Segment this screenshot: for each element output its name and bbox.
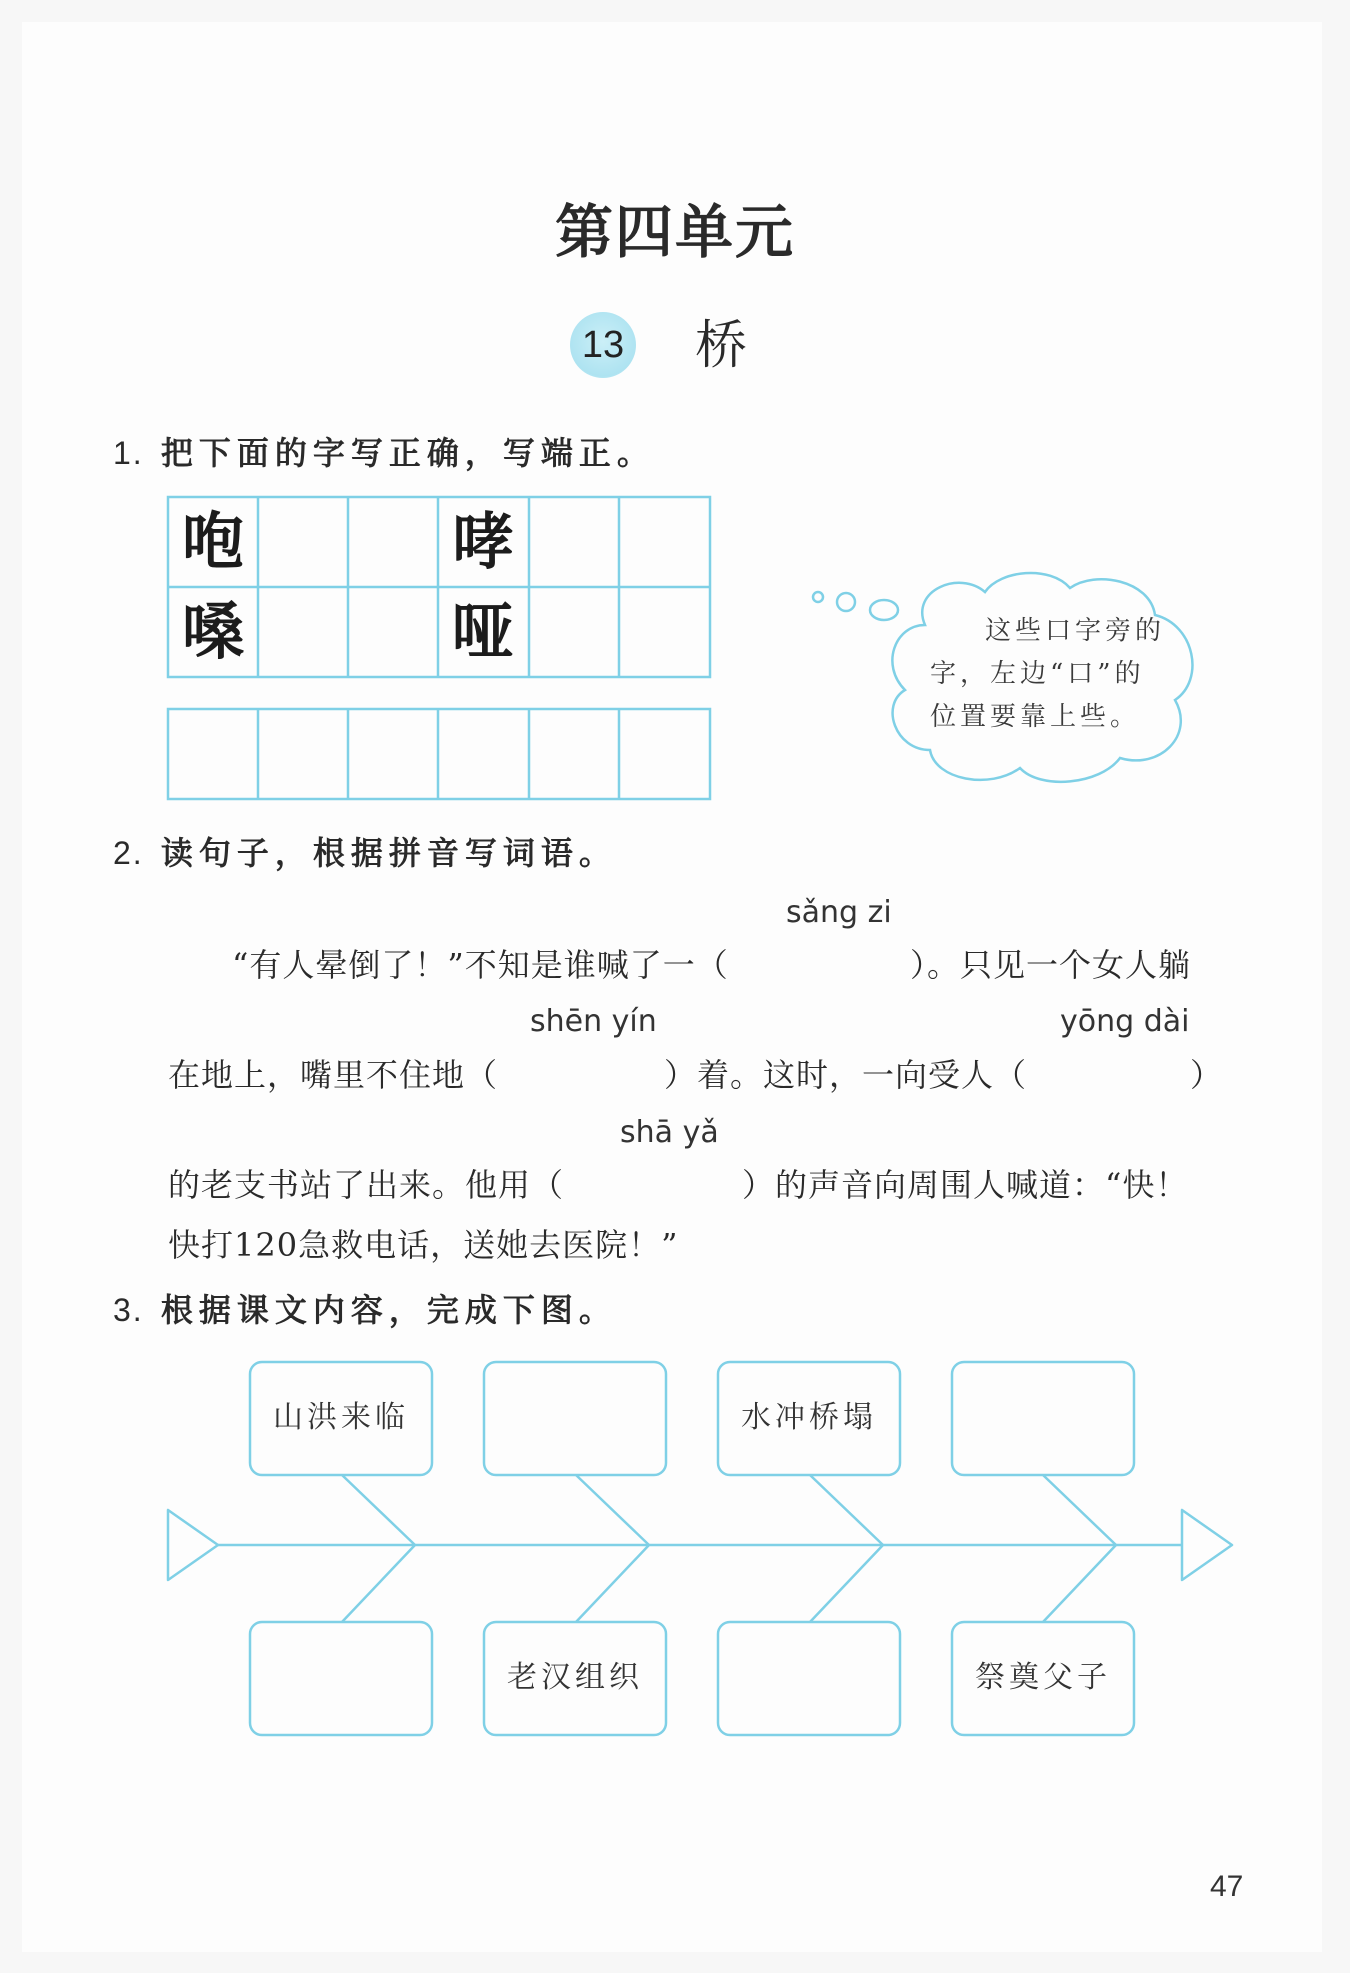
- grid-char-pao: 咆: [181, 505, 244, 578]
- bubble-line-2: 字，左边“口”的: [930, 659, 1145, 689]
- unit-title: 第四单元: [554, 198, 795, 266]
- question-2-number: 2.: [113, 835, 144, 871]
- bubble-line-1: 这些口字旁的: [985, 616, 1166, 646]
- sentence-line-1a: “有人晕倒了！”不知是谁喊了一（: [232, 946, 729, 984]
- fish-label-top-1: 山洪来临: [273, 1400, 409, 1435]
- pinyin-shaya: shā yǎ: [620, 1115, 719, 1150]
- sentence-line-3a: 的老支书站了出来。他用（: [168, 1166, 565, 1204]
- fish-label-top-3: 水冲桥塌: [741, 1400, 877, 1435]
- sentence-line-2b: ）着。这时，一向受人（: [664, 1056, 1028, 1094]
- sentence-line-3b: ）的声音向周围人喊道：“快！: [742, 1166, 1189, 1204]
- pinyin-yongdai: yōng dài: [1060, 1004, 1190, 1039]
- fishbone-tail-arrow-icon: [168, 1510, 218, 1580]
- sentence-line-4: 快打120急救电话，送她去医院！”: [168, 1226, 679, 1264]
- lesson-number-badge: 13: [570, 312, 636, 378]
- fish-label-bottom-2: 老汉组织: [507, 1660, 643, 1695]
- grid-char-xiao: 哮: [451, 505, 514, 578]
- fish-box-top-4[interactable]: [952, 1362, 1134, 1475]
- fish-box-bottom-3[interactable]: [718, 1622, 900, 1735]
- lesson-title: 桥: [695, 316, 748, 376]
- page-number: 47: [1210, 1870, 1244, 1903]
- sentence-line-1b: ）。只见一个女人躺: [910, 946, 1192, 984]
- question-1-number: 1.: [113, 435, 144, 471]
- question-2-text: 读句子，根据拼音写词语。: [160, 834, 617, 872]
- bubble-line-3: 位置要靠上些。: [930, 702, 1141, 732]
- fishbone-head-arrow-icon: [1182, 1510, 1232, 1580]
- grid-char-sang: 嗓: [181, 595, 244, 668]
- sentence-line-2c: ）: [1190, 1056, 1224, 1094]
- pinyin-shenyin: shēn yín: [530, 1004, 657, 1039]
- fish-box-top-2[interactable]: [484, 1362, 666, 1475]
- question-3-text: 根据课文内容，完成下图。: [160, 1291, 617, 1329]
- fish-box-bottom-1[interactable]: [250, 1622, 432, 1735]
- pinyin-sangzi: sǎng zi: [786, 895, 892, 930]
- question-1-text: 把下面的字写正确，写端正。: [160, 434, 655, 472]
- sentence-line-2a: 在地上，嘴里不住地（: [168, 1056, 499, 1094]
- fish-label-bottom-4: 祭奠父子: [975, 1660, 1111, 1695]
- grid-char-ya: 哑: [451, 595, 514, 668]
- question-3-number: 3.: [113, 1292, 144, 1328]
